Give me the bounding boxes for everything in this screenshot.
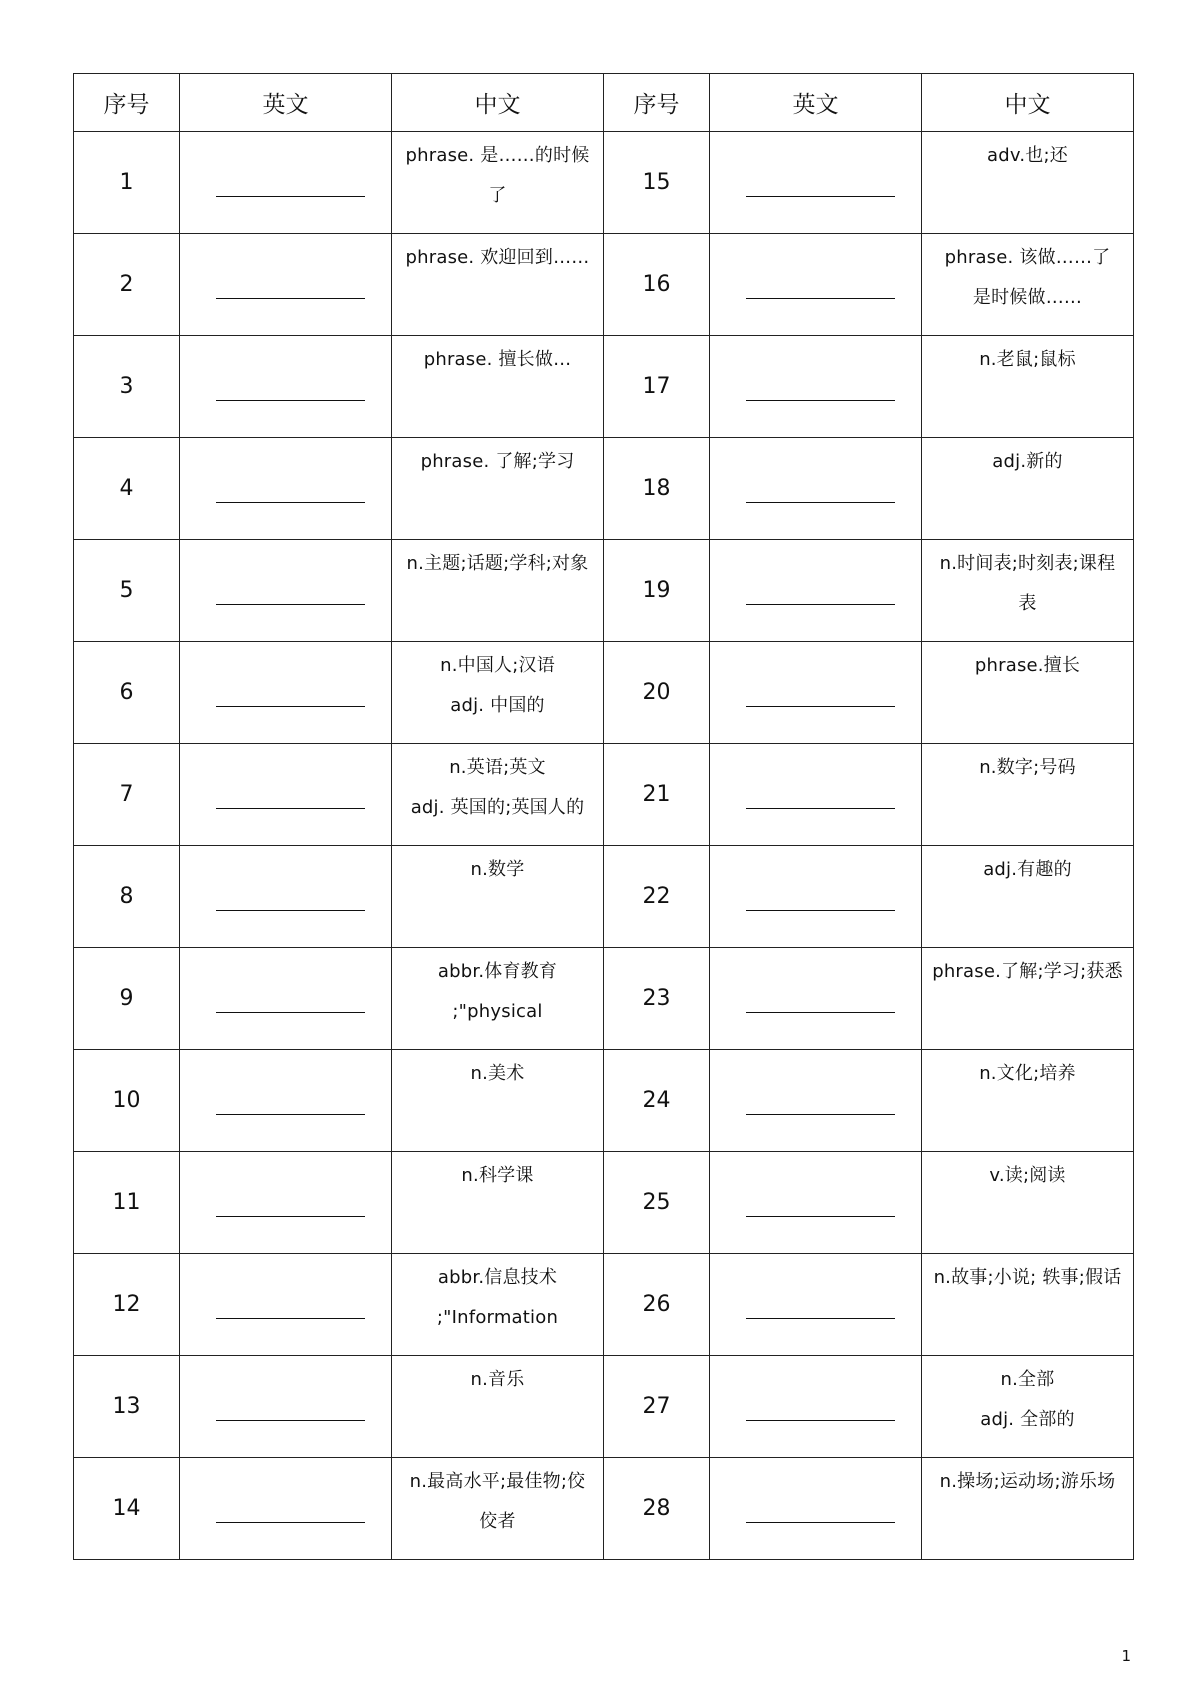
table-row xyxy=(74,1254,1134,1356)
chinese-meaning-cell xyxy=(392,1254,604,1356)
chinese-meaning-cell xyxy=(922,1356,1134,1458)
english-answer-cell[interactable] xyxy=(180,1356,392,1458)
chinese-meaning-line: adj. 英国的;英国人的 xyxy=(410,797,585,818)
item-number: 12 xyxy=(74,1254,180,1356)
table-row xyxy=(74,642,1134,744)
chinese-meaning-line: phrase. 该做……了 xyxy=(944,247,1111,268)
answer-blank-line[interactable] xyxy=(216,1012,365,1013)
header-english-right: 英文 xyxy=(710,74,922,132)
answer-blank-line[interactable] xyxy=(746,400,895,401)
chinese-meaning-line: n.美术 xyxy=(470,1063,525,1084)
english-answer-cell[interactable] xyxy=(180,336,392,438)
chinese-meaning-line: n.时间表;时刻表;课程 xyxy=(939,553,1116,574)
answer-blank-line[interactable] xyxy=(216,808,365,809)
chinese-meaning-cell xyxy=(392,642,604,744)
table-row xyxy=(74,438,1134,540)
chinese-meaning-line: n.操场;运动场;游乐场 xyxy=(939,1471,1116,1492)
english-answer-cell[interactable] xyxy=(710,744,922,846)
chinese-meaning-line: n.文化;培养 xyxy=(979,1063,1076,1084)
item-number: 4 xyxy=(74,438,180,540)
chinese-meaning-line: n.音乐 xyxy=(470,1369,525,1390)
table-row xyxy=(74,540,1134,642)
chinese-meaning-cell xyxy=(392,1050,604,1152)
item-number: 22 xyxy=(604,846,710,948)
chinese-meaning-line: phrase.了解;学习;获悉 xyxy=(932,961,1123,982)
item-number: 24 xyxy=(604,1050,710,1152)
chinese-meaning-cell xyxy=(922,1152,1134,1254)
answer-blank-line[interactable] xyxy=(746,1216,895,1217)
item-number: 13 xyxy=(74,1356,180,1458)
chinese-meaning-line: n.中国人;汉语 xyxy=(440,655,555,676)
item-number: 5 xyxy=(74,540,180,642)
item-number: 23 xyxy=(604,948,710,1050)
answer-blank-line[interactable] xyxy=(746,298,895,299)
vocabulary-table xyxy=(73,73,1134,1560)
chinese-meaning-cell xyxy=(392,744,604,846)
chinese-meaning-line: ;"Information xyxy=(436,1307,559,1328)
english-answer-cell[interactable] xyxy=(710,1152,922,1254)
item-number: 14 xyxy=(74,1458,180,1560)
english-answer-cell[interactable] xyxy=(710,948,922,1050)
item-number: 2 xyxy=(74,234,180,336)
chinese-meaning-cell xyxy=(922,948,1134,1050)
english-answer-cell[interactable] xyxy=(710,234,922,336)
item-number: 17 xyxy=(604,336,710,438)
item-number: 25 xyxy=(604,1152,710,1254)
answer-blank-line[interactable] xyxy=(746,1318,895,1319)
item-number: 9 xyxy=(74,948,180,1050)
table-body xyxy=(74,132,1134,1560)
chinese-meaning-cell xyxy=(392,234,604,336)
table-row xyxy=(74,1050,1134,1152)
answer-blank-line[interactable] xyxy=(216,400,365,401)
english-answer-cell[interactable] xyxy=(180,438,392,540)
english-answer-cell[interactable] xyxy=(710,1458,922,1560)
english-answer-cell[interactable] xyxy=(180,234,392,336)
english-answer-cell[interactable] xyxy=(180,846,392,948)
item-number: 1 xyxy=(74,132,180,234)
chinese-meaning-line: 是时候做…… xyxy=(972,287,1083,308)
item-number: 19 xyxy=(604,540,710,642)
english-answer-cell[interactable] xyxy=(710,540,922,642)
item-number: 21 xyxy=(604,744,710,846)
page-number: 1 xyxy=(1121,1647,1131,1665)
english-answer-cell[interactable] xyxy=(710,1254,922,1356)
chinese-meaning-cell xyxy=(922,744,1134,846)
english-answer-cell[interactable] xyxy=(180,1458,392,1560)
chinese-meaning-cell xyxy=(922,336,1134,438)
table-row xyxy=(74,1458,1134,1560)
chinese-meaning-cell xyxy=(392,132,604,234)
chinese-meaning-line: abbr.信息技术 xyxy=(437,1267,558,1288)
chinese-meaning-line: phrase. 欢迎回到…… xyxy=(405,247,590,268)
answer-blank-line[interactable] xyxy=(216,1114,365,1115)
chinese-meaning-cell xyxy=(392,948,604,1050)
chinese-meaning-cell xyxy=(392,1356,604,1458)
answer-blank-line[interactable] xyxy=(216,1522,365,1523)
chinese-meaning-line: phrase. 了解;学习 xyxy=(420,451,575,472)
chinese-meaning-line: 了 xyxy=(488,185,507,206)
answer-blank-line[interactable] xyxy=(746,1420,895,1421)
english-answer-cell[interactable] xyxy=(710,642,922,744)
item-number: 28 xyxy=(604,1458,710,1560)
item-number: 26 xyxy=(604,1254,710,1356)
item-number: 15 xyxy=(604,132,710,234)
chinese-meaning-cell xyxy=(392,540,604,642)
english-answer-cell[interactable] xyxy=(710,336,922,438)
table-row xyxy=(74,336,1134,438)
chinese-meaning-cell xyxy=(922,132,1134,234)
item-number: 18 xyxy=(604,438,710,540)
chinese-meaning-line: ;"physical xyxy=(452,1001,543,1022)
item-number: 11 xyxy=(74,1152,180,1254)
chinese-meaning-line: phrase.擅长 xyxy=(974,655,1081,676)
table-row xyxy=(74,948,1134,1050)
chinese-meaning-cell xyxy=(922,540,1134,642)
chinese-meaning-line: n.全部 xyxy=(1000,1369,1055,1390)
answer-blank-line[interactable] xyxy=(216,604,365,605)
chinese-meaning-line: phrase. 是……的时候 xyxy=(405,145,590,166)
chinese-meaning-line: v.读;阅读 xyxy=(989,1165,1066,1186)
chinese-meaning-cell xyxy=(922,642,1134,744)
chinese-meaning-line: 表 xyxy=(1018,593,1037,614)
chinese-meaning-cell xyxy=(392,1458,604,1560)
table-row xyxy=(74,1356,1134,1458)
chinese-meaning-line: n.故事;小说; 轶事;假话 xyxy=(933,1267,1122,1288)
answer-blank-line[interactable] xyxy=(746,1522,895,1523)
table-row xyxy=(74,744,1134,846)
answer-blank-line[interactable] xyxy=(216,298,365,299)
header-num-left: 序号 xyxy=(74,74,180,132)
english-answer-cell[interactable] xyxy=(180,1050,392,1152)
answer-blank-line[interactable] xyxy=(746,706,895,707)
chinese-meaning-cell xyxy=(922,846,1134,948)
english-answer-cell[interactable] xyxy=(710,1356,922,1458)
answer-blank-line[interactable] xyxy=(746,910,895,911)
header-num-right: 序号 xyxy=(604,74,710,132)
item-number: 27 xyxy=(604,1356,710,1458)
header-english-left: 英文 xyxy=(180,74,392,132)
english-answer-cell[interactable] xyxy=(710,1050,922,1152)
chinese-meaning-line: n.最高水平;最佳物;佼 xyxy=(409,1471,586,1492)
chinese-meaning-line: adj. 全部的 xyxy=(980,1409,1075,1430)
chinese-meaning-cell xyxy=(392,1152,604,1254)
english-answer-cell[interactable] xyxy=(180,1254,392,1356)
chinese-meaning-line: n.科学课 xyxy=(461,1165,534,1186)
header-row xyxy=(74,74,1134,132)
header-chinese-right: 中文 xyxy=(922,74,1134,132)
english-answer-cell[interactable] xyxy=(180,948,392,1050)
english-answer-cell[interactable] xyxy=(710,438,922,540)
english-answer-cell[interactable] xyxy=(180,132,392,234)
chinese-meaning-line: 佼者 xyxy=(479,1511,516,1532)
table-row xyxy=(74,132,1134,234)
answer-blank-line[interactable] xyxy=(746,196,895,197)
answer-blank-line[interactable] xyxy=(216,1420,365,1421)
item-number: 3 xyxy=(74,336,180,438)
item-number: 7 xyxy=(74,744,180,846)
answer-blank-line[interactable] xyxy=(746,1012,895,1013)
chinese-meaning-line: phrase. 擅长做… xyxy=(423,349,572,370)
item-number: 20 xyxy=(604,642,710,744)
table-row xyxy=(74,1152,1134,1254)
answer-blank-line[interactable] xyxy=(746,604,895,605)
chinese-meaning-line: abbr.体育教育 xyxy=(437,961,558,982)
item-number: 10 xyxy=(74,1050,180,1152)
answer-blank-line[interactable] xyxy=(216,910,365,911)
chinese-meaning-line: adj.有趣的 xyxy=(983,859,1072,880)
chinese-meaning-cell xyxy=(392,336,604,438)
answer-blank-line[interactable] xyxy=(216,196,365,197)
chinese-meaning-cell xyxy=(922,1050,1134,1152)
answer-blank-line[interactable] xyxy=(746,1114,895,1115)
item-number: 16 xyxy=(604,234,710,336)
chinese-meaning-line: adj. 中国的 xyxy=(450,695,545,716)
chinese-meaning-line: n.主题;话题;学科;对象 xyxy=(406,553,589,574)
chinese-meaning-line: n.数字;号码 xyxy=(979,757,1076,778)
table-row xyxy=(74,234,1134,336)
english-answer-cell[interactable] xyxy=(710,846,922,948)
answer-blank-line[interactable] xyxy=(746,502,895,503)
chinese-meaning-line: adv.也;还 xyxy=(987,145,1068,166)
english-answer-cell[interactable] xyxy=(710,132,922,234)
header-chinese-left: 中文 xyxy=(392,74,604,132)
chinese-meaning-cell xyxy=(922,234,1134,336)
chinese-meaning-line: n.英语;英文 xyxy=(449,757,546,778)
chinese-meaning-cell xyxy=(392,438,604,540)
english-answer-cell[interactable] xyxy=(180,744,392,846)
chinese-meaning-line: n.数学 xyxy=(470,859,525,880)
chinese-meaning-line: adj.新的 xyxy=(992,451,1063,472)
english-answer-cell[interactable] xyxy=(180,1152,392,1254)
item-number: 8 xyxy=(74,846,180,948)
answer-blank-line[interactable] xyxy=(216,1318,365,1319)
chinese-meaning-cell xyxy=(392,846,604,948)
english-answer-cell[interactable] xyxy=(180,642,392,744)
answer-blank-line[interactable] xyxy=(216,1216,365,1217)
chinese-meaning-line: n.老鼠;鼠标 xyxy=(979,349,1076,370)
item-number: 6 xyxy=(74,642,180,744)
chinese-meaning-cell xyxy=(922,438,1134,540)
answer-blank-line[interactable] xyxy=(216,502,365,503)
answer-blank-line[interactable] xyxy=(216,706,365,707)
table-row xyxy=(74,846,1134,948)
chinese-meaning-cell xyxy=(922,1458,1134,1560)
english-answer-cell[interactable] xyxy=(180,540,392,642)
answer-blank-line[interactable] xyxy=(746,808,895,809)
chinese-meaning-cell xyxy=(922,1254,1134,1356)
